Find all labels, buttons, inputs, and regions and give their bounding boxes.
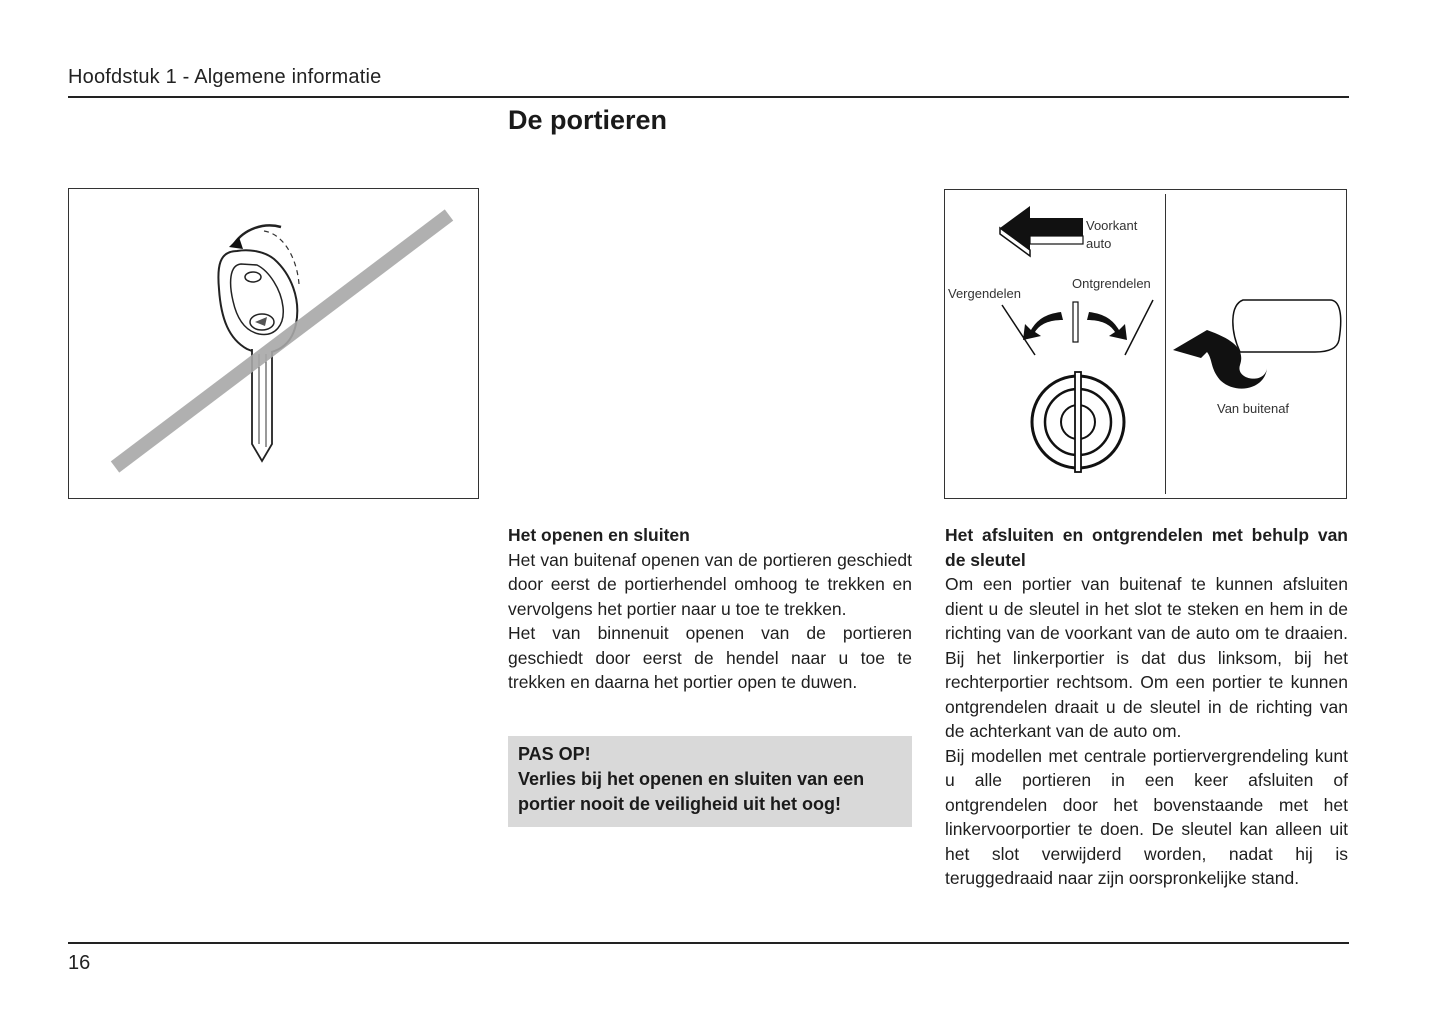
section-heading: Het openen en sluiten [508,525,690,545]
warning-box [508,736,912,827]
paragraph: Om een portier van buitenaf te kunnen afsluiten dient u de sleutel in het slot te steken en hem in de richting van de voorkant van de auto om te draaien. Bij het linkerportier is dat dus linksom, bij het rechterportier rechtsom. Om een portier te kunnen ontgrendelen draait u de sleutel in de richting van de achterkant van de auto om. [945,574,1348,741]
warning-title: PAS OP! [518,744,591,764]
section-open-close [508,523,912,695]
paragraph: Het van buitenaf openen van de portieren geschiedt door eerst de portierhendel omhoog te trekken en vervolgens het portier naar u toe te trekken. [508,549,912,619]
section-heading: Het afsluiten en ontgrendelen met behulp van de sleutel [945,525,1348,570]
paragraph: Het van binnenuit openen van de portieren geschiedt door eerst de hendel naar u toe te trekken en daarna het portier open te duwen. [508,623,912,692]
footer-rule [68,942,1349,944]
header-rule [68,96,1349,98]
label-front-line2: auto [1086,236,1112,251]
warning-text: Verlies bij het openen en sluiten van een portier nooit de veiligheid uit het oog! [518,769,865,814]
paragraph: Bij modellen met centrale portiervergrendeling kunt u alle portieren in een keer afsluiten of ontgrendelen door het bovenstaande met het linkervoorportier te doen. De sleutel kan alleen uit het slot verwijderd worden, nadat hij is teruggedraaid naar zijn oorspronkelijke stand. [945,745,1348,888]
door-lock-cylinder-icon [945,190,1346,498]
figure-door-lock [944,189,1347,499]
label-lock: Vergendelen [948,286,1022,301]
page-number: 16 [68,952,91,974]
label-unlock: Ontgrendelen [1072,276,1151,291]
remote-key-with-strikethrough-icon [69,189,478,498]
label-outside: Van buitenaf [1217,401,1290,416]
page-title: De portieren [508,105,668,135]
figure-divider [1165,194,1166,494]
chapter-header: Hoofdstuk 1 - Algemene informatie [68,66,382,88]
section-lock-unlock [945,523,1348,891]
figure-remote-key [68,188,479,499]
label-front: Voorkant [1086,218,1138,233]
